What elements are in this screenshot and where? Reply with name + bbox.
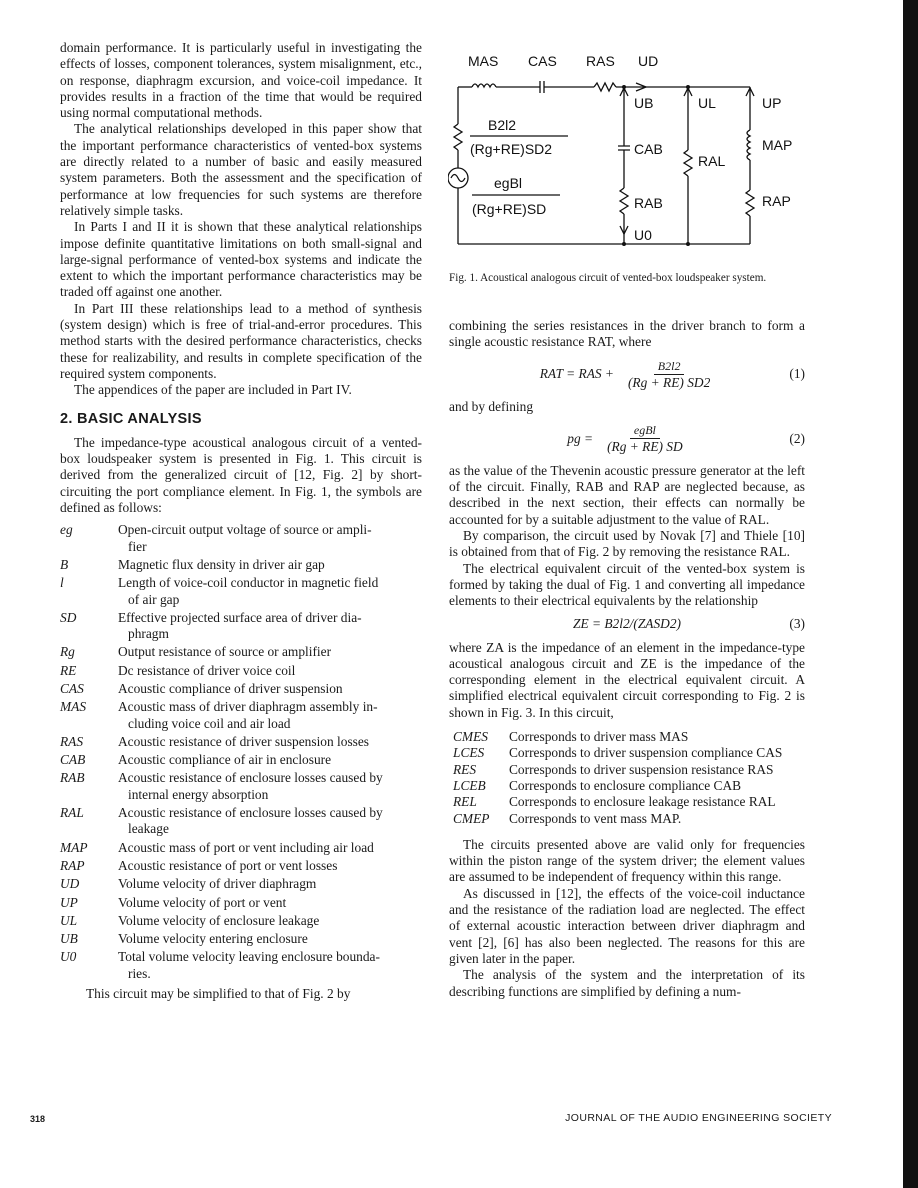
label-source-resistance-num: B2l2 (488, 117, 517, 133)
junction-dot (622, 85, 626, 89)
correspondence-row (449, 729, 805, 745)
correspondence-text: Corresponds to driver suspension compliance CAS (509, 745, 783, 761)
definition-row (60, 681, 422, 697)
label-source-resistance-den: (Rg+RE)SD2 (470, 141, 553, 157)
equation-denominator: (Rg + RE) SD2 (627, 375, 711, 391)
definition-text: Acoustic resistance of port or vent losses (118, 857, 338, 873)
figure-caption: Fig. 1. Acoustical analogous circuit of vented-box loudspeaker system. (449, 272, 767, 284)
paragraph: This circuit may be simplified to that of Fig. 2 by (86, 986, 351, 1002)
symbol-definitions (60, 522, 422, 982)
definition-row (60, 557, 422, 573)
page-edge-bar (903, 0, 918, 1188)
definition-row (60, 805, 422, 838)
definition-symbol: RAS (60, 733, 84, 749)
definition-symbol: RAP (60, 857, 85, 873)
label-source-pressure-num: egBl (494, 175, 523, 191)
left-column (60, 40, 422, 1002)
definition-text: Acoustic mass of port or vent including air load (118, 839, 374, 855)
definition-symbol: UP (60, 894, 78, 910)
junction-dot (622, 242, 626, 246)
paragraph: As discussed in [12], the effects of the voice-coil inductance and the resistance of the radiation load are neglected. The effect of external acoustic interaction between driver diaphragm and vent [2], [6] has also been neglected. The reasons for this are given later in the paper. (449, 885, 805, 966)
junction-dot (686, 85, 690, 89)
paragraph: where ZA is the impedance of an element in the impedance-type acoustical analogous circuit and ZE is the impedance of the corresponding element in the electrical equivalent circuit. A simplified electrical equivalent circuit corresponding to Fig. 2 is shown in Fig. 3. In this circuit, (449, 639, 805, 720)
definition-symbol: CAS (60, 680, 84, 696)
definition-text: internal energy absorption (128, 786, 269, 802)
junction-dot (686, 242, 690, 246)
label-u0: U0 (634, 227, 652, 243)
definition-symbol: B (60, 556, 69, 572)
definition-symbol: UL (60, 912, 78, 928)
definition-text: Acoustic resistance of driver suspension losses (118, 733, 370, 749)
definition-row (60, 895, 422, 911)
capacitor-cab (618, 146, 630, 150)
definition-row (60, 699, 422, 732)
correspondence-text: Corresponds to vent mass MAP. (509, 810, 682, 826)
correspondence-text: Corresponds to enclosure compliance CAB (509, 777, 742, 793)
paragraph: The analytical relationships developed in this paper show that the important performance characteristics of vented-box systems are directly related to a number of basic and easily measured system parameters. Both the assessment and the specification of performance at low frequencies for such systems are therefore relatively simple tasks. (60, 121, 422, 218)
definition-text: fier (128, 538, 147, 554)
definition-row (60, 858, 422, 874)
paragraph: domain performance. It is particularly useful in investigating the effects of losses, component tolerances, system misalignment, etc., on response, diaphragm excursion, and voice-coil impedance. It provides results in a fraction of the time that would be required using normal computational methods. (60, 40, 422, 121)
definition-row (60, 840, 422, 856)
correspondence-row (449, 794, 805, 810)
inductor-map (747, 130, 750, 160)
definition-symbol: MAS (60, 699, 87, 715)
correspondence-text: Corresponds to enclosure leakage resistance RAL (509, 794, 776, 810)
resistor-rap (746, 190, 754, 216)
correspondence-text: Corresponds to driver mass MAS (509, 729, 689, 745)
definition-symbol: RAB (60, 770, 85, 786)
equation-number: (3) (789, 616, 805, 632)
definition-text: cluding voice coil and air load (128, 715, 291, 731)
definition-text: Total volume velocity leaving enclosure bounda- (118, 949, 380, 965)
equation-number: (1) (789, 366, 805, 382)
correspondence-symbol: CMES (453, 729, 488, 745)
label-ub: UB (634, 95, 654, 111)
paragraph: The impedance-type acoustical analogous circuit of a vented-box loudspeaker system is presented in Fig. 1. This circuit is derived from the generalized circuit of [12, Fig. 2] by short-circuiting the port compliance element. In Fig. 1, the symbols are defined as follows: (60, 434, 422, 516)
right-column (449, 318, 805, 1000)
correspondence-symbol: LCEB (453, 777, 486, 793)
definition-row (60, 610, 422, 643)
definition-symbol: SD (60, 609, 77, 625)
definition-text: of air gap (128, 591, 180, 607)
correspondence-symbol: RES (453, 761, 477, 777)
definition-row (60, 575, 422, 608)
definition-text: Open-circuit output voltage of source or ampli- (118, 522, 372, 538)
definition-row (60, 644, 422, 660)
resistor-rab (620, 188, 628, 214)
paragraph: combining the series resistances in the driver branch to form a single acoustic resistance RAT, where (449, 318, 805, 350)
definition-text: Volume velocity of enclosure leakage (118, 912, 320, 928)
circuit-diagram (448, 50, 806, 268)
label-source-pressure-den: (Rg+RE)SD (472, 201, 547, 217)
label-ul: UL (698, 95, 716, 111)
definition-text: Acoustic resistance of enclosure losses caused by (118, 805, 383, 821)
definition-text: Magnetic flux density in driver air gap (118, 556, 325, 572)
equation-text: ZE = B2l2/(ZASD2) (573, 616, 681, 632)
label-rab: RAB (634, 195, 663, 211)
equation-lhs: RAT = RAS + (539, 366, 614, 382)
paragraph: as the value of the Thevenin acoustic pressure generator at the left of the circuit. Finally, RAB and RAP are neglected because, as described in the next section, their effects can normally be accounted for by a suitable adjustment to the value of RAL. (449, 462, 805, 527)
resistor-ral (684, 150, 692, 176)
equation-2 (449, 419, 805, 459)
equation-numerator: B2l2 (654, 358, 685, 375)
inductor-mas (472, 84, 496, 87)
definition-text: Volume velocity of driver diaphragm (118, 876, 317, 892)
definition-text: Effective projected surface area of driver dia- (118, 609, 362, 625)
journal-name: JOURNAL OF THE AUDIO ENGINEERING SOCIETY (565, 1112, 832, 1124)
definition-text: Acoustic resistance of enclosure losses caused by (118, 770, 383, 786)
correspondence-row (449, 745, 805, 761)
definition-symbol: UB (60, 931, 78, 947)
paragraph: The analysis of the system and the interpretation of its describing functions are simplified by defining a num- (449, 967, 805, 999)
label-ras: RAS (586, 53, 615, 69)
definition-text: Volume velocity of port or vent (118, 894, 287, 910)
paragraph: The electrical equivalent circuit of the vented-box system is formed by taking the dual of Fig. 1 and converting all impedance elements to their electrical equivalents by the relationship (449, 560, 805, 609)
equation-numerator: egBl (630, 422, 660, 439)
definition-text: Length of voice-coil conductor in magnetic field (118, 575, 379, 591)
label-rap: RAP (762, 193, 791, 209)
paragraph: The appendices of the paper are included in Part IV. (74, 382, 352, 398)
paragraph: and by defining (449, 398, 534, 414)
definition-text: ries. (128, 965, 151, 981)
label-cas: CAS (528, 53, 557, 69)
definition-row (60, 876, 422, 892)
definition-text: Dc resistance of driver voice coil (118, 662, 296, 678)
correspondence-list (449, 729, 805, 827)
label-map: MAP (762, 137, 793, 153)
label-mas: MAS (468, 53, 499, 69)
definition-text: phragm (128, 626, 169, 642)
definition-text: leakage (128, 821, 169, 837)
definition-row (60, 913, 422, 929)
definition-row (60, 931, 422, 947)
definition-row (60, 949, 422, 982)
definition-row (60, 522, 422, 555)
definition-text: Volume velocity entering enclosure (118, 931, 308, 947)
equation-lhs: pg = (567, 430, 594, 446)
correspondence-symbol: REL (453, 794, 477, 810)
paragraph: The circuits presented above are valid only for frequencies within the piston range of the system driver; the element values are assumed to be independent of frequency within this range. (449, 836, 805, 885)
paragraph: In Parts I and II it is shown that these analytical relationships impose definite quantitative limitations on both small-signal and large-signal performance of vented-box systems and indicate the extent to which the important performance characteristics may be traded off against one another. (60, 219, 422, 300)
section-heading: 2. BASIC ANALYSIS (60, 410, 202, 427)
label-ud: UD (638, 53, 659, 69)
correspondence-row (449, 811, 805, 827)
paragraph: By comparison, the circuit used by Novak [7] and Thiele [10] is obtained from that of Fig. 2 by removing the resistance RAL. (449, 528, 805, 560)
correspondence-text: Corresponds to driver suspension resistance RAS (509, 761, 774, 777)
equation-fraction (603, 422, 687, 456)
equation-fraction (624, 358, 714, 392)
definition-symbol: RE (60, 662, 77, 678)
definition-symbol: UD (60, 876, 80, 892)
equation-number: (2) (789, 430, 805, 446)
definition-symbol: U0 (60, 949, 77, 965)
definition-symbol: MAP (60, 839, 88, 855)
equation-3 (449, 614, 805, 636)
definition-row (60, 734, 422, 750)
resistor-ras (594, 83, 616, 91)
definition-text: Acoustic compliance of driver suspension (118, 680, 343, 696)
definition-symbol: RAL (60, 805, 84, 821)
label-up: UP (762, 95, 782, 111)
definition-symbol: l (60, 575, 64, 591)
definition-symbol: Rg (60, 644, 75, 660)
label-cab: CAB (634, 141, 663, 157)
resistor-source (454, 124, 462, 150)
source-wave (451, 175, 465, 182)
equation-1 (449, 355, 805, 395)
label-ral: RAL (698, 153, 726, 169)
paragraph: In Part III these relationships lead to a method of synthesis (system design) which is free of trial-and-error procedures. This method starts with the desired performance characteristics, checks these for realizability, and results in complete specification of the required system components. (60, 300, 422, 381)
correspondence-symbol: CMEP (453, 810, 490, 826)
definition-text: Acoustic compliance of air in enclosure (118, 752, 332, 768)
definition-symbol: eg (60, 522, 73, 538)
definition-row (60, 663, 422, 679)
definition-symbol: CAB (60, 752, 86, 768)
correspondence-symbol: LCES (453, 745, 485, 761)
correspondence-row (449, 762, 805, 778)
definition-row (60, 752, 422, 768)
equation-denominator: (Rg + RE) SD (607, 439, 683, 455)
definition-text: Output resistance of source or amplifier (118, 644, 332, 660)
correspondence-row (449, 778, 805, 794)
definition-row (60, 770, 422, 803)
definition-text: Acoustic mass of driver diaphragm assembly in- (118, 699, 378, 715)
page-number: 318 (30, 1114, 46, 1124)
capacitor-cas (540, 81, 544, 93)
